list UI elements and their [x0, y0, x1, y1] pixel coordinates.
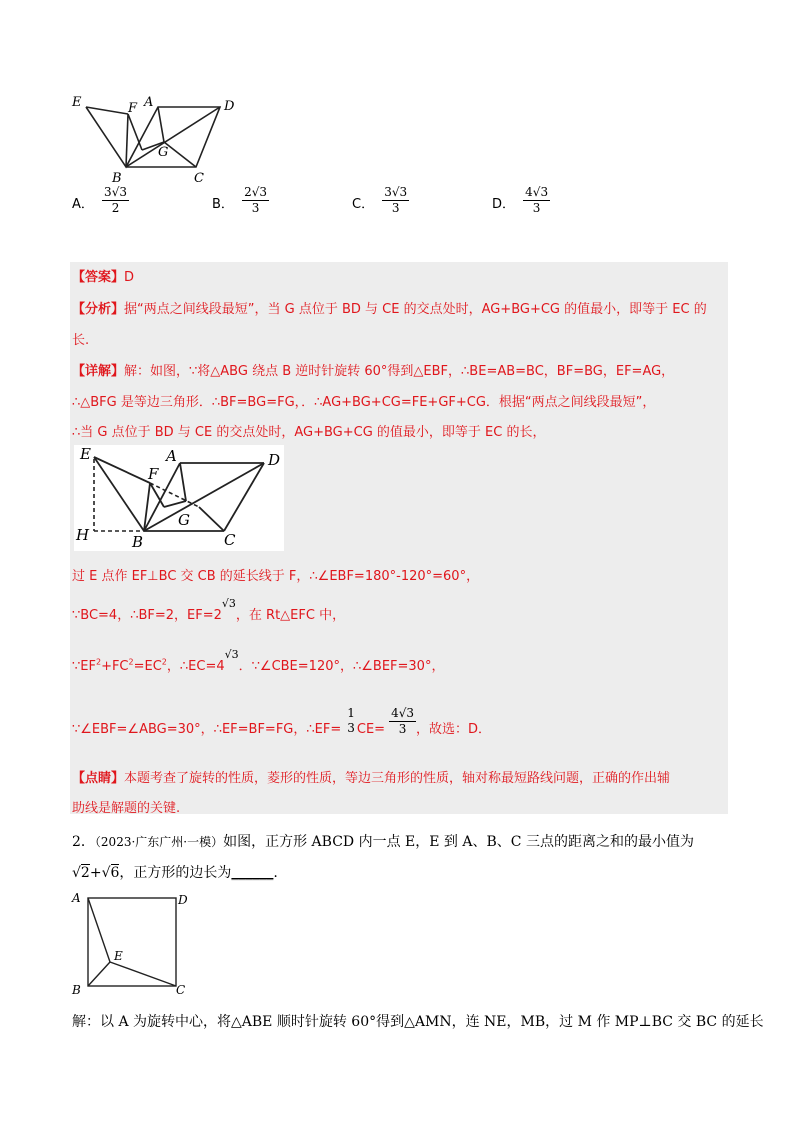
fig1-label-a: A [144, 95, 154, 110]
figure-square-point [70, 890, 190, 1000]
comment-text: 本题考查了旋转的性质，菱形的性质，等边三角形的性质，轴对称最短路线问题，正确的作出辅 [124, 771, 671, 786]
fig2-label-b: B [132, 533, 144, 551]
question-2-line-2: √2+√6，正方形的边长为______. [72, 865, 278, 881]
fig3-label-a: A [72, 891, 81, 905]
comment-tag: 【点睛】 [72, 771, 125, 786]
fig3-label-c: C [176, 983, 186, 997]
fig2-label-a: A [166, 447, 177, 465]
fig1-label-e: E [72, 95, 82, 110]
question-number: 2． [72, 834, 95, 850]
detail-line-3: ∴当 G 点位于 BD 与 CE 的交点处时，AG+BG+CG 的值最小，即等于 EC 的长， [72, 425, 546, 440]
fig2-label-c: C [224, 531, 236, 549]
detail-tag: 【详解】 [72, 364, 125, 379]
option-letter: C． [352, 197, 375, 212]
fig2-label-d: D [268, 451, 281, 469]
fig1-label-f: F [128, 101, 138, 116]
fig1-label-b: B [112, 171, 122, 184]
fig3-label-e: E [114, 949, 123, 963]
option-letter: A． [72, 197, 94, 212]
answer-line [72, 266, 134, 285]
analysis-line-2: 长. [72, 333, 90, 348]
fig2-label-g: G [178, 511, 190, 529]
comment-line-2: 助线是解题的关键. [72, 801, 181, 816]
step-line-2: ∵BC=4，∴BF=2，$EF=2^{√3}$，在 Rt△EFC 中， [72, 597, 346, 623]
figure-auxiliary-lines [74, 445, 284, 551]
option-fraction: $\frac{3√3}{2}$ [104, 185, 127, 215]
fig3-label-b: B [72, 983, 81, 997]
option-b[interactable] [212, 185, 269, 216]
option-fraction: $\frac{2√3}{3}$ [244, 185, 267, 215]
answer-tag: 【答案】 [72, 270, 125, 285]
fig2-label-f: F [148, 465, 159, 483]
step-line-3: $\because EF^2+FC^2=EC^2$，$\therefore EC=4^{√3}$．∵∠CBE=120°，∴∠BEF=30°， [72, 648, 445, 674]
question-2-line-1 [72, 831, 694, 851]
analysis-tag: 【分析】 [72, 302, 125, 317]
fig1-label-g: G [158, 145, 169, 160]
step-line-1: 过 E 点作 EF⊥BC 交 CB 的延长线于 F，∴∠EBF=180°-120°=60°， [72, 569, 480, 584]
fig1-label-d: D [224, 99, 235, 114]
fig2-label-e: E [80, 445, 91, 463]
figure-rhombus-rotation [70, 92, 250, 184]
analysis-line-1 [72, 298, 707, 317]
detail-line-1 [72, 360, 674, 379]
analysis-text: 据“两点之间线段最短”，当 G 点位于 BD 与 CE 的交点处时，AG+BG+CG 的值最小，即等于 EC 的 [124, 302, 707, 317]
comment-line-1 [72, 767, 670, 786]
question-source: （2023·广东广州·一模） [94, 835, 224, 849]
step-line-4: ∵∠EBF=∠ABG=30°，∴EF=BF=FG，∴EF= 1 3 CE= $\frac{4√3}{3}$ ，故选：D． [72, 706, 492, 737]
option-letter: B． [212, 197, 234, 212]
fig2-label-h: H [76, 526, 90, 544]
option-letter: D． [492, 197, 516, 212]
option-d[interactable] [492, 185, 550, 216]
option-c[interactable] [352, 185, 409, 216]
solution-2-line-1: 解：以 A 为旋转中心，将△ABE 顺时针旋转 60°得到△AMN，连 NE，MB，过 M 作 MP⊥BC 交 BC 的延长 [72, 1014, 764, 1030]
detail-line-2: ∴△BFG 是等边三角形．∴BF=BG=FG，．∴AG+BG+CG=FE+GF+CG．根据“两点之间线段最短”， [72, 395, 656, 410]
option-fraction: $\frac{3√3}{3}$ [384, 185, 408, 215]
answer-value: D [124, 270, 135, 285]
question-text: 如图，正方形 ABCD 内一点 E，E 到 A、B、C 三点的距离之和的最小值为 [223, 834, 694, 850]
option-a[interactable] [72, 185, 129, 216]
fig1-label-c: C [194, 171, 204, 184]
answer-blank[interactable]: ______ [231, 865, 274, 881]
detail-text: 解：如图，∵将△ABG 绕点 B 逆时针旋转 60°得到△EBF，∴BE=AB=BC，BF=BG，EF=AG， [124, 364, 675, 379]
fig3-label-d: D [178, 893, 188, 907]
option-fraction: $\frac{4√3}{3}$ [525, 185, 549, 215]
